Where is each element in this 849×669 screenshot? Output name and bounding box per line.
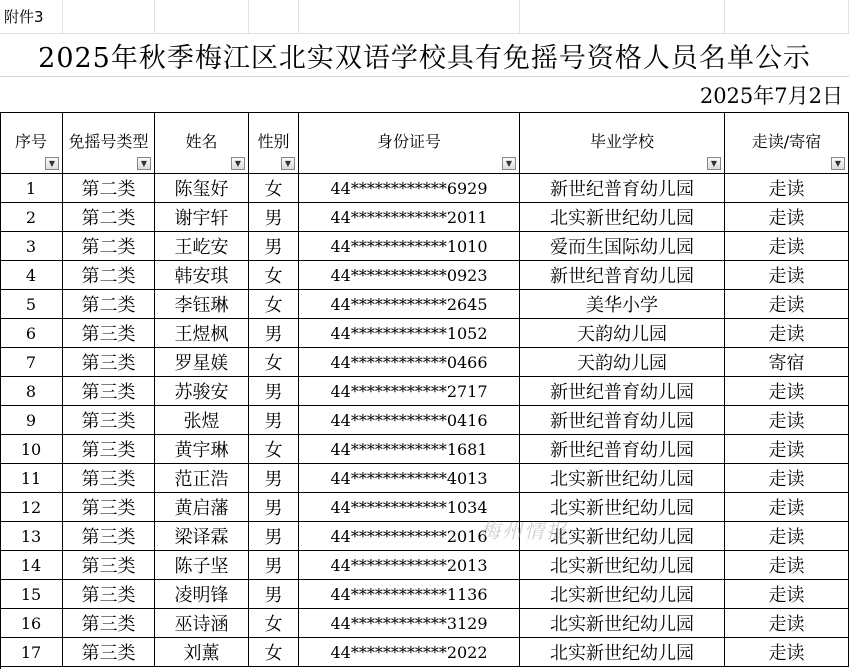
cell-index[interactable]: 12 [0, 493, 63, 522]
header-index [0, 113, 63, 174]
cell-id[interactable]: 44************2013 [299, 551, 520, 580]
cell-id[interactable]: 44************3129 [299, 609, 520, 638]
empty-cell[interactable] [63, 0, 155, 34]
cell-id[interactable]: 44************2717 [299, 377, 520, 406]
cell-index[interactable]: 9 [0, 406, 63, 435]
cell-boarding[interactable]: 走读 [725, 493, 849, 522]
cell-school[interactable]: 北实新世纪幼儿园 [520, 580, 725, 609]
cell-school[interactable]: 爱而生国际幼儿园 [520, 232, 725, 261]
cell-boarding[interactable]: 走读 [725, 203, 849, 232]
table-row [0, 580, 849, 609]
cell-gender[interactable]: 男 [249, 319, 299, 348]
table-row [0, 638, 849, 667]
cell-name[interactable]: 李钰琳 [155, 290, 249, 319]
cell-type[interactable]: 第二类 [63, 290, 155, 319]
cell-boarding[interactable]: 走读 [725, 435, 849, 464]
cell-boarding[interactable]: 寄宿 [725, 348, 849, 377]
cell-id[interactable]: 44************1010 [299, 232, 520, 261]
cell-type[interactable]: 第三类 [63, 551, 155, 580]
attachment-label: 附件3 [4, 8, 44, 26]
cell-name[interactable]: 陈子坚 [155, 551, 249, 580]
header-label: 序号 [14, 131, 47, 151]
cell-type[interactable]: 第二类 [63, 203, 155, 232]
cell-gender[interactable]: 男 [249, 203, 299, 232]
cell-index[interactable]: 8 [0, 377, 63, 406]
cell-id[interactable]: 44************2645 [299, 290, 520, 319]
filter-dropdown-icon[interactable]: ▼ [231, 157, 245, 170]
table-row [0, 319, 849, 348]
header-label: 性别 [257, 131, 290, 151]
cell-index[interactable]: 13 [0, 522, 63, 551]
cell-name[interactable]: 罗星媄 [155, 348, 249, 377]
table-row [0, 609, 849, 638]
cell-gender[interactable]: 男 [249, 232, 299, 261]
header-type [63, 113, 155, 174]
header-id [299, 113, 520, 174]
header-label: 走读/寄宿 [751, 131, 822, 151]
cell-name[interactable]: 巫诗涵 [155, 609, 249, 638]
cell-type[interactable]: 第三类 [63, 638, 155, 667]
cell-id[interactable]: 44************0466 [299, 348, 520, 377]
cell-school[interactable]: 北实新世纪幼儿园 [520, 638, 725, 667]
cell-school[interactable]: 北实新世纪幼儿园 [520, 203, 725, 232]
cell-gender[interactable]: 男 [249, 493, 299, 522]
header-name [155, 113, 249, 174]
cell-gender[interactable]: 男 [249, 464, 299, 493]
cell-id[interactable]: 44************1052 [299, 319, 520, 348]
cell-index[interactable]: 11 [0, 464, 63, 493]
header-label: 姓名 [185, 131, 218, 151]
filter-dropdown-icon[interactable]: ▼ [137, 157, 151, 170]
table-row [0, 290, 849, 319]
empty-cell[interactable] [155, 0, 249, 34]
cell-name[interactable]: 王煜枫 [155, 319, 249, 348]
cell-boarding[interactable]: 走读 [725, 580, 849, 609]
cell-index[interactable]: 17 [0, 638, 63, 667]
cell-index[interactable]: 10 [0, 435, 63, 464]
cell-boarding[interactable]: 走读 [725, 551, 849, 580]
cell-id[interactable]: 44************4013 [299, 464, 520, 493]
cell-name[interactable]: 韩安琪 [155, 261, 249, 290]
cell-school[interactable]: 美华小学 [520, 290, 725, 319]
table-row [0, 406, 849, 435]
cell-boarding[interactable]: 走读 [725, 522, 849, 551]
cell-name[interactable]: 陈玺好 [155, 174, 249, 203]
cell-gender[interactable]: 男 [249, 377, 299, 406]
cell-school[interactable]: 新世纪普育幼儿园 [520, 261, 725, 290]
cell-school[interactable]: 新世纪普育幼儿园 [520, 406, 725, 435]
cell-school[interactable]: 新世纪普育幼儿园 [520, 377, 725, 406]
cell-gender[interactable]: 女 [249, 174, 299, 203]
cell-id[interactable]: 44************0416 [299, 406, 520, 435]
header-label: 身份证号 [376, 131, 441, 151]
cell-school[interactable]: 天韵幼儿园 [520, 319, 725, 348]
publish-date: 2025年7月2日 [699, 84, 843, 108]
table-header [0, 113, 849, 174]
cell-type[interactable]: 第二类 [63, 232, 155, 261]
cell-boarding[interactable]: 走读 [725, 319, 849, 348]
cell-boarding[interactable]: 走读 [725, 638, 849, 667]
cell-gender[interactable]: 男 [249, 551, 299, 580]
cell-id[interactable]: 44************0923 [299, 261, 520, 290]
cell-name[interactable]: 王屹安 [155, 232, 249, 261]
cell-gender[interactable]: 女 [249, 290, 299, 319]
header-gender [249, 113, 299, 174]
cell-type[interactable]: 第二类 [63, 261, 155, 290]
header-school [520, 113, 725, 174]
table-row [0, 232, 849, 261]
cell-name[interactable]: 梁译霖 [155, 522, 249, 551]
empty-cell[interactable] [249, 0, 299, 34]
cell-gender[interactable]: 男 [249, 580, 299, 609]
cell-type[interactable]: 第三类 [63, 522, 155, 551]
cell-gender[interactable]: 女 [249, 609, 299, 638]
cell-type[interactable]: 第三类 [63, 319, 155, 348]
cell-type[interactable]: 第三类 [63, 406, 155, 435]
table-row [0, 464, 849, 493]
cell-gender[interactable]: 男 [249, 406, 299, 435]
header-label: 免摇号类型 [68, 131, 149, 151]
table-row [0, 551, 849, 580]
table-row [0, 435, 849, 464]
cell-school[interactable]: 新世纪普育幼儿园 [520, 435, 725, 464]
filter-dropdown-icon[interactable]: ▼ [831, 157, 845, 170]
cell-type[interactable]: 第三类 [63, 377, 155, 406]
cell-type[interactable]: 第三类 [63, 493, 155, 522]
cell-school[interactable]: 天韵幼儿园 [520, 348, 725, 377]
cell-gender[interactable]: 男 [249, 522, 299, 551]
cell-school[interactable]: 北实新世纪幼儿园 [520, 609, 725, 638]
cell-boarding[interactable]: 走读 [725, 290, 849, 319]
cell-name[interactable]: 凌明锋 [155, 580, 249, 609]
top-grid-row [0, 0, 849, 34]
cell-boarding[interactable]: 走读 [725, 261, 849, 290]
cell-id[interactable]: 44************2011 [299, 203, 520, 232]
table-row [0, 377, 849, 406]
cell-index[interactable]: 5 [0, 290, 63, 319]
cell-id[interactable]: 44************1681 [299, 435, 520, 464]
cell-school[interactable]: 北实新世纪幼儿园 [520, 493, 725, 522]
cell-index[interactable]: 1 [0, 174, 63, 203]
cell-name[interactable]: 谢宇轩 [155, 203, 249, 232]
table-row [0, 174, 849, 203]
table-row [0, 522, 849, 551]
cell-boarding[interactable]: 走读 [725, 377, 849, 406]
cell-index[interactable]: 6 [0, 319, 63, 348]
table-row [0, 261, 849, 290]
table-row [0, 348, 849, 377]
table-row [0, 203, 849, 232]
cell-type[interactable]: 第二类 [63, 174, 155, 203]
cell-school[interactable]: 新世纪普育幼儿园 [520, 174, 725, 203]
cell-index[interactable]: 2 [0, 203, 63, 232]
cell-name[interactable]: 黄启藩 [155, 493, 249, 522]
cell-gender[interactable]: 女 [249, 435, 299, 464]
cell-boarding[interactable]: 走读 [725, 609, 849, 638]
cell-name[interactable]: 刘薰 [155, 638, 249, 667]
cell-index[interactable]: 3 [0, 232, 63, 261]
empty-cell[interactable] [520, 0, 725, 34]
cell-type[interactable]: 第三类 [63, 580, 155, 609]
cell-index[interactable]: 15 [0, 580, 63, 609]
cell-gender[interactable]: 女 [249, 261, 299, 290]
cell-name[interactable]: 范正浩 [155, 464, 249, 493]
cell-type[interactable]: 第三类 [63, 435, 155, 464]
cell-school[interactable]: 北实新世纪幼儿园 [520, 551, 725, 580]
cell-school[interactable]: 北实新世纪幼儿园 [520, 464, 725, 493]
header-label: 毕业学校 [589, 131, 654, 151]
cell-index[interactable]: 4 [0, 261, 63, 290]
header-boarding [725, 113, 849, 174]
filter-dropdown-icon[interactable]: ▼ [502, 157, 516, 170]
watermark: 梅州情报 [480, 519, 568, 543]
cell-type[interactable]: 第三类 [63, 348, 155, 377]
empty-cell[interactable] [299, 0, 520, 34]
cell-index[interactable]: 16 [0, 609, 63, 638]
cell-id[interactable]: 44************1136 [299, 580, 520, 609]
cell-id[interactable]: 44************2016 [299, 522, 520, 551]
filter-dropdown-icon[interactable]: ▼ [45, 157, 59, 170]
cell-boarding[interactable]: 走读 [725, 232, 849, 261]
cell-name[interactable]: 张煜 [155, 406, 249, 435]
cell-gender[interactable]: 女 [249, 638, 299, 667]
cell-index[interactable]: 14 [0, 551, 63, 580]
empty-cell[interactable] [725, 0, 849, 34]
filter-dropdown-icon[interactable]: ▼ [281, 157, 295, 170]
cell-school[interactable]: 北实新世纪幼儿园 [520, 522, 725, 551]
filter-dropdown-icon[interactable]: ▼ [707, 157, 721, 170]
cell-id[interactable]: 44************1034 [299, 493, 520, 522]
cell-index[interactable]: 7 [0, 348, 63, 377]
cell-id[interactable]: 44************2022 [299, 638, 520, 667]
cell-type[interactable]: 第三类 [63, 609, 155, 638]
cell-boarding[interactable]: 走读 [725, 174, 849, 203]
cell-type[interactable]: 第三类 [63, 464, 155, 493]
cell-boarding[interactable]: 走读 [725, 464, 849, 493]
cell-boarding[interactable]: 走读 [725, 406, 849, 435]
table-row [0, 493, 849, 522]
cell-gender[interactable]: 女 [249, 348, 299, 377]
cell-name[interactable]: 黄宇琳 [155, 435, 249, 464]
cell-id[interactable]: 44************6929 [299, 174, 520, 203]
document-title: 2025年秋季梅江区北实双语学校具有免摇号资格人员名单公示 [0, 34, 849, 77]
cell-name[interactable]: 苏骏安 [155, 377, 249, 406]
